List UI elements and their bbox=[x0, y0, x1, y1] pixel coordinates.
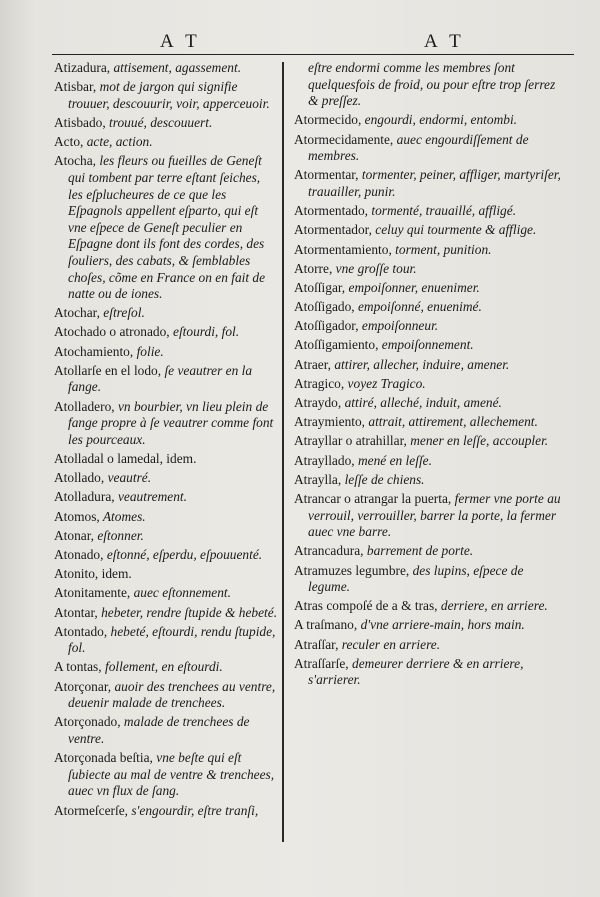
entry-headword: Atramuzes legumbre, bbox=[294, 562, 410, 578]
entry-definition: ſe veautrer en la fange. bbox=[68, 362, 253, 395]
dictionary-entry bbox=[294, 242, 562, 259]
entry-definition: mené en leſſe. bbox=[354, 452, 432, 468]
entry-definition: eſtonner. bbox=[94, 527, 144, 543]
dictionary-entry bbox=[54, 714, 278, 747]
dictionary-entry bbox=[54, 679, 278, 712]
entry-definition: eſtourdi, fol. bbox=[169, 324, 240, 340]
entry-definition: celuy qui tourmente & afflige. bbox=[371, 222, 537, 238]
entry-definition: leſſe de chiens. bbox=[341, 471, 425, 487]
entry-headword: Atochar, bbox=[54, 305, 100, 321]
entry-headword: Atoſſigamiento, bbox=[294, 337, 379, 353]
entry-definition: follement, en eſtourdi. bbox=[101, 659, 223, 675]
entry-headword: Atraydo, bbox=[294, 395, 342, 410]
entry-definition: auec eſtonnement. bbox=[130, 585, 231, 601]
entry-headword: Atocha, bbox=[54, 153, 97, 169]
entry-headword: Atraſſarſe, bbox=[294, 655, 349, 671]
entry-headword: Atollado, bbox=[54, 470, 105, 486]
dictionary-entry bbox=[294, 261, 562, 278]
entry-definition: reculer en arriere. bbox=[338, 636, 441, 652]
header-right: A T bbox=[424, 31, 465, 52]
entry-definition: folie. bbox=[133, 343, 164, 359]
entry-definition: derriere, en arriere. bbox=[437, 598, 548, 614]
dictionary-entry bbox=[54, 305, 278, 322]
dictionary-entry bbox=[294, 617, 562, 634]
entry-definition: auoir des trenchees au ventre, deuenir malade de trenchees. bbox=[68, 678, 276, 711]
entry-definition: empoiſonné, enuenimé. bbox=[354, 299, 482, 315]
entry-definition: eſtonné, eſperdu, eſpouuenté. bbox=[103, 546, 263, 562]
dictionary-entry bbox=[54, 363, 278, 396]
entry-definition: attiré, alleché, induit, amené. bbox=[341, 395, 502, 410]
entry-definition: auec engourdiſſement de membres. bbox=[308, 131, 529, 164]
entry-headword: Atolladal o lamedal, idem. bbox=[54, 451, 197, 466]
dictionary-entry bbox=[54, 509, 278, 526]
entry-headword: Atoſſigar, bbox=[294, 279, 346, 295]
entry-headword: Atormentar, bbox=[294, 167, 359, 183]
dictionary-entry bbox=[294, 132, 562, 165]
dictionary-entry bbox=[54, 344, 278, 361]
entry-definition: tormenté, trauaillé, affligé. bbox=[368, 203, 517, 219]
entry-headword: Atraylla, bbox=[294, 471, 342, 487]
dictionary-entry bbox=[54, 324, 278, 341]
entry-definition: eſtreſol. bbox=[99, 305, 145, 321]
entry-definition: torment, punition. bbox=[391, 241, 492, 257]
entry-definition: hebeté, eſtourdi, rendu ſtupide, fol. bbox=[68, 623, 276, 656]
entry-definition: mot de jargon qui signifie trouuer, descouurir, voir, apperceuoir. bbox=[68, 79, 270, 111]
dictionary-entry bbox=[294, 60, 562, 110]
entry-definition: vne groſſe tour. bbox=[332, 260, 417, 276]
entry-headword: A tontas, bbox=[54, 659, 102, 675]
entry-headword: Atraymiento, bbox=[294, 414, 366, 430]
dictionary-entry bbox=[54, 60, 278, 77]
entry-headword: Atormecido, bbox=[294, 112, 362, 128]
entry-headword: Atorçonar, bbox=[54, 678, 112, 694]
entry-definition: attisement, agassement. bbox=[110, 60, 242, 75]
dictionary-entry bbox=[294, 453, 562, 470]
entry-headword: Atrayllar o atrahillar, bbox=[294, 433, 407, 449]
entry-definition: veautrement. bbox=[114, 489, 188, 505]
dictionary-entry bbox=[54, 79, 278, 112]
entry-headword: Atorçonada beſtia, bbox=[54, 750, 153, 766]
entry-headword: Atochamiento, bbox=[54, 343, 134, 359]
dictionary-entry bbox=[54, 134, 278, 151]
entry-headword: Atoſſigado, bbox=[294, 299, 355, 315]
dictionary-entry bbox=[294, 433, 562, 450]
entry-headword: Atizadura, bbox=[54, 60, 111, 75]
entry-headword: Atraſſar, bbox=[294, 636, 339, 652]
dictionary-entry bbox=[54, 566, 278, 583]
entry-definition: mener en leſſe, accoupler. bbox=[406, 433, 549, 449]
entry-definition: demeurer derriere & en arriere, s'arrierer. bbox=[308, 655, 524, 688]
dictionary-entry bbox=[294, 299, 562, 316]
entry-definition: tormenter, peiner, affliger, martyriſer, trauailler, punir. bbox=[308, 167, 561, 199]
dictionary-entry bbox=[294, 543, 562, 560]
entry-definition: fermer vne porte au verrouil, verrouiller, barrer la porte, la fermer auec vne barre. bbox=[308, 490, 561, 540]
dictionary-entry bbox=[294, 637, 562, 654]
entry-headword: A traſmano, bbox=[294, 617, 358, 633]
entry-headword: Atonar, bbox=[54, 527, 94, 543]
dictionary-entry bbox=[294, 318, 562, 335]
entry-definition: veautré. bbox=[104, 470, 152, 486]
dictionary-entry bbox=[294, 414, 562, 431]
right-column bbox=[294, 60, 562, 692]
dictionary-entry bbox=[54, 547, 278, 564]
entry-definition: hebeter, rendre ſtupide & hebeté. bbox=[97, 604, 278, 620]
dictionary-entry bbox=[294, 337, 562, 354]
entry-definition: engourdi, endormi, entombi. bbox=[361, 112, 518, 128]
entry-headword: Atrancadura, bbox=[294, 543, 364, 559]
dictionary-entry bbox=[54, 624, 278, 657]
entry-definition: empoiſonner, enuenimer. bbox=[345, 279, 480, 295]
entry-headword: Atorçonado, bbox=[54, 714, 121, 730]
dictionary-entry bbox=[294, 376, 562, 393]
dictionary-entry bbox=[294, 203, 562, 220]
entry-definition: empoiſonneur. bbox=[358, 318, 439, 334]
dictionary-entry bbox=[54, 451, 278, 468]
dictionary-entry bbox=[294, 280, 562, 297]
dictionary-entry bbox=[294, 656, 562, 689]
entry-headword: Atollarſe en el lodo, bbox=[54, 362, 162, 378]
dictionary-entry bbox=[294, 598, 562, 615]
entry-definition: attrait, attirement, allechement. bbox=[365, 414, 538, 430]
entry-definition: s'engourdir, eſtre tranſi, bbox=[127, 802, 259, 818]
entry-definition: acte, action. bbox=[83, 134, 153, 150]
header-left: A T bbox=[160, 31, 201, 52]
dictionary-entry bbox=[294, 167, 562, 200]
entry-definition: attirer, allecher, induire, amener. bbox=[331, 356, 510, 372]
entry-definition: d'vne arriere-main, hors main. bbox=[357, 617, 525, 633]
entry-headword: Atorre, bbox=[294, 260, 333, 276]
left-column bbox=[54, 60, 278, 822]
entry-definition: eſtre endormi comme les membres ſont quelquesfois de froid, ou pour eſtre trop ſerrez & preſſez. bbox=[308, 60, 556, 109]
dictionary-entry bbox=[54, 115, 278, 132]
entry-headword: Acto, bbox=[54, 134, 84, 150]
entry-headword: Atrancar o atrangar la puerta, bbox=[294, 490, 452, 506]
entry-definition: barrement de porte. bbox=[363, 543, 474, 559]
entry-definition: Atomes. bbox=[99, 508, 146, 524]
running-header bbox=[52, 28, 574, 55]
dictionary-entry bbox=[54, 528, 278, 545]
entry-headword: Atontar, bbox=[54, 604, 98, 620]
entry-headword: Atraer, bbox=[294, 356, 332, 372]
column-divider bbox=[282, 62, 284, 842]
entry-headword: Atormentador, bbox=[294, 222, 372, 238]
dictionary-entry bbox=[294, 491, 562, 541]
entry-headword: Atrayllado, bbox=[294, 452, 355, 468]
entry-headword: Atormentamiento, bbox=[294, 241, 392, 257]
dictionary-entry bbox=[294, 472, 562, 489]
entry-headword: Atolladura, bbox=[54, 489, 115, 505]
entry-definition: des lupins, eſpece de legume. bbox=[308, 562, 524, 595]
entry-headword: Atontado, bbox=[54, 623, 108, 639]
entry-headword: Atisbado, bbox=[54, 114, 106, 130]
entry-definition: voyez Tragico. bbox=[344, 375, 426, 391]
dictionary-entry bbox=[54, 659, 278, 676]
dictionary-entry bbox=[54, 470, 278, 487]
dictionary-entry bbox=[294, 222, 562, 239]
entry-headword: Atonitamente, bbox=[54, 585, 131, 601]
dictionary-entry bbox=[54, 750, 278, 800]
entry-headword: Atormeſcerſe, bbox=[54, 802, 128, 818]
entry-definition: les fleurs ou fueilles de Geneſt qui tombent par terre eſtant ſeiches, les eſplucheures de ce que les Eſpagnols appellent eſparto, qui eſt vne eſpece de Geneſt peculier en Eſpagne dont ils font des cordes, des ſouliers, des cabats, & ſemblables choſes, cõme en France on en fait de natte ou de iones. bbox=[68, 153, 266, 302]
entry-headword: Atormecidamente, bbox=[294, 131, 394, 147]
entry-definition: empoiſonnement. bbox=[378, 337, 474, 353]
dictionary-entry bbox=[294, 563, 562, 596]
entry-headword: Atomos, bbox=[54, 508, 100, 524]
entry-headword: Atochado o atronado, bbox=[54, 324, 170, 340]
entry-headword: Atragico, bbox=[294, 375, 345, 391]
entry-headword: Atonito, idem. bbox=[54, 566, 132, 582]
dictionary-entry bbox=[294, 395, 562, 412]
dictionary-entry bbox=[54, 803, 278, 820]
entry-headword: Atormentado, bbox=[294, 203, 369, 219]
dictionary-entry bbox=[294, 112, 562, 129]
entry-definition: malade de trenchees de ventre. bbox=[68, 714, 250, 747]
entry-definition: vn bourbier, vn lieu plein de fange propre à ſe veautrer comme font les pourceaux. bbox=[68, 398, 274, 447]
entry-headword: Atoſſigador, bbox=[294, 318, 359, 334]
dictionary-entry bbox=[54, 605, 278, 622]
entry-headword: Atonado, bbox=[54, 546, 104, 562]
dictionary-entry bbox=[54, 153, 278, 302]
entry-headword: Atras compoſé de a & tras, bbox=[294, 598, 438, 614]
dictionary-entry bbox=[54, 399, 278, 449]
entry-headword: Atolladero, bbox=[54, 398, 115, 414]
entry-definition: vne beſte qui eſt ſubiecte au mal de ventre & trenchees, auec vn flux de ſang. bbox=[68, 750, 275, 799]
entry-definition: trouué, descouuert. bbox=[105, 114, 213, 130]
dictionary-entry bbox=[54, 489, 278, 506]
dictionary-entry bbox=[294, 357, 562, 374]
entry-headword: Atisbar, bbox=[54, 79, 97, 95]
dictionary-entry bbox=[54, 585, 278, 602]
